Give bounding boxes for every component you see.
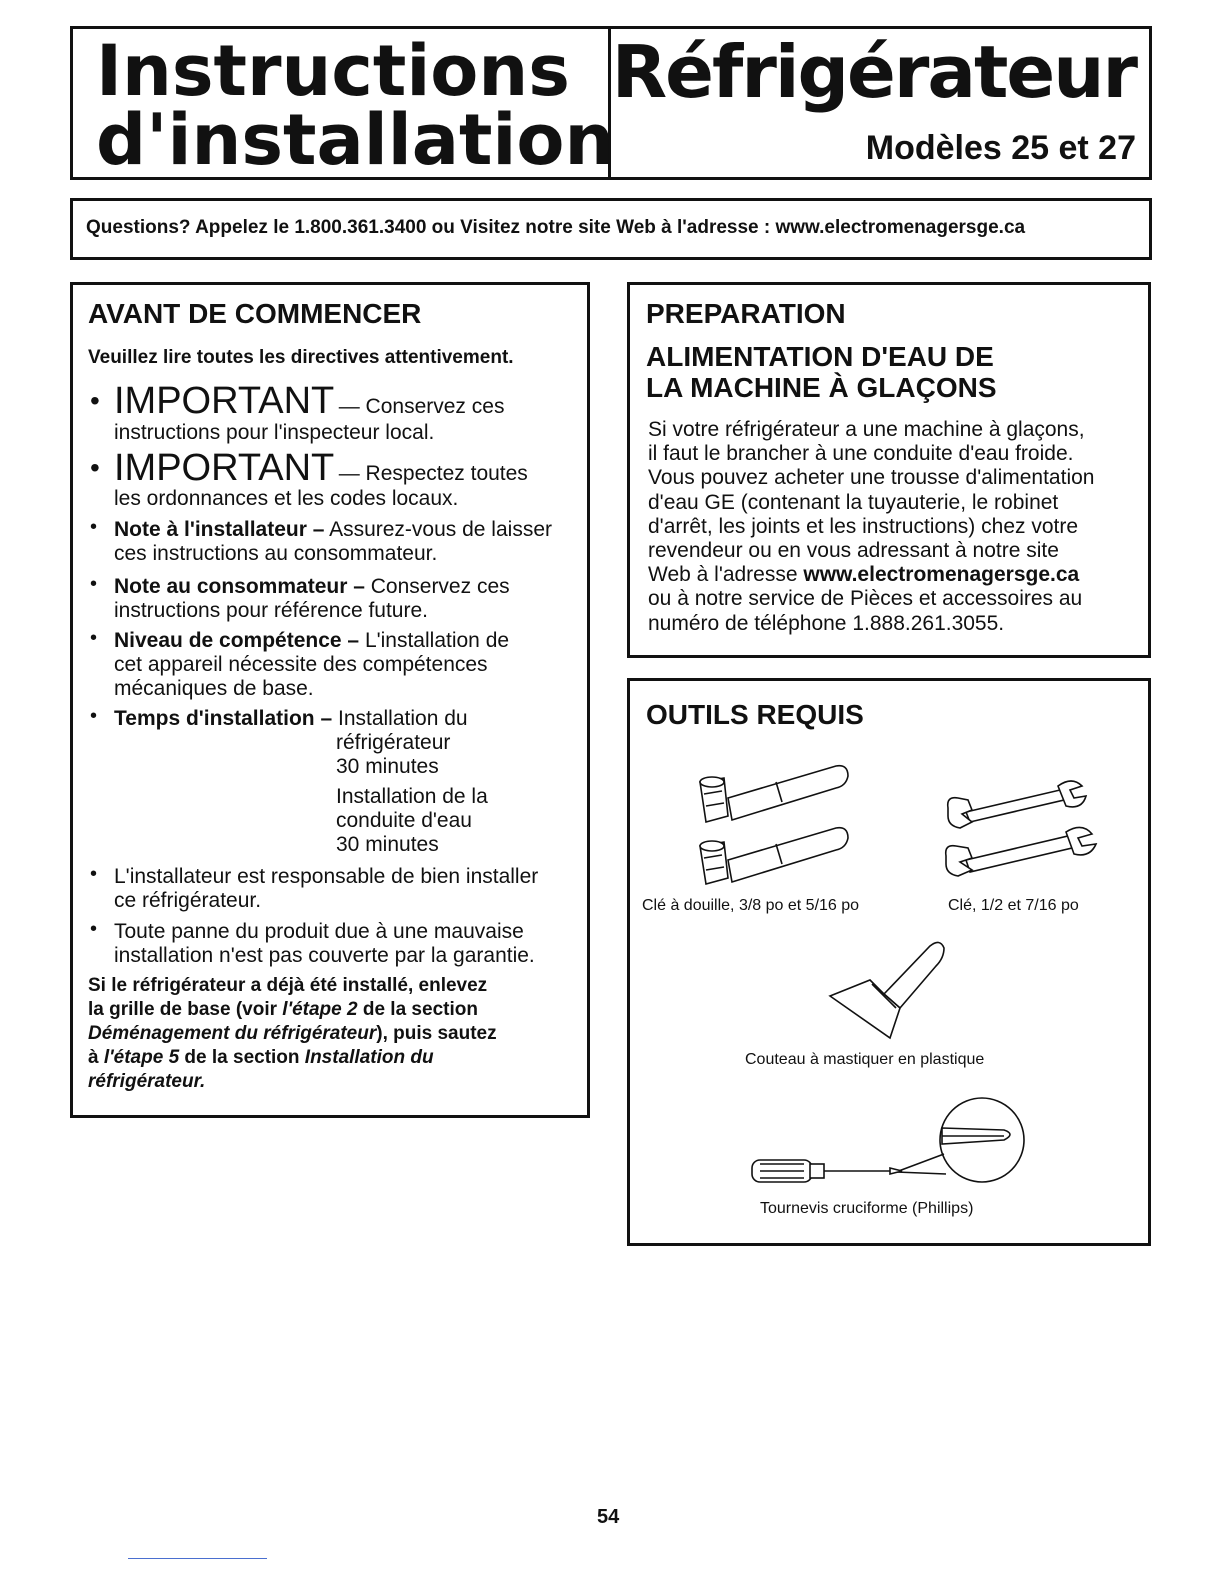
final-line3-b: ), puis sautez <box>376 1023 497 1044</box>
skill-text: L'installation de <box>359 629 510 652</box>
note-consumer-label: Note au consommateur – <box>114 575 365 598</box>
responsible-line1: L'installateur est responsable de bien installer <box>114 865 539 888</box>
avant-title: AVANT DE COMMENCER <box>88 298 422 329</box>
final-line2-c: de la section <box>357 999 478 1020</box>
final-line3-a: Déménagement du réfrigérateur <box>88 1023 377 1044</box>
important-2-dash: — Respectez toutes <box>338 462 528 485</box>
putty-knife-icon <box>826 936 956 1046</box>
final-line4-a: à <box>88 1047 104 1068</box>
final-line4-c: de la section <box>179 1047 305 1068</box>
time-line6: 30 minutes <box>336 833 439 856</box>
final-line2-b: l'étape 2 <box>282 999 358 1020</box>
important-2 <box>114 448 528 488</box>
note-consumer <box>114 575 510 599</box>
final-line1: Si le réfrigérateur a déjà été installé, enlevez <box>88 975 488 996</box>
questions-text: Questions? Appelez le 1.800.361.3400 ou Visitez notre site Web à l'adresse : www.electromenagersge.ca <box>86 217 1026 238</box>
final-line3 <box>88 1022 497 1046</box>
responsible-line2: ce réfrigérateur. <box>114 889 262 912</box>
bullet-icon: • <box>90 918 98 940</box>
bullet-icon: • <box>90 385 100 416</box>
skill-line3: mécaniques de base. <box>114 677 314 700</box>
note-installer-label: Note à l'installateur – <box>114 518 325 541</box>
important-2-heading: IMPORTANT <box>114 447 335 489</box>
footnote-rule <box>128 1558 267 1559</box>
final-line5-text: réfrigérateur. <box>88 1071 206 1092</box>
preparation-body <box>648 418 1094 636</box>
skill-level <box>114 629 509 653</box>
note-installer-line2: ces instructions au consommateur. <box>114 542 438 565</box>
prep-line-8: ou à notre service de Pièces et accessoires au <box>648 587 1083 611</box>
failure-line1: Toute panne du produit due à une mauvaise <box>114 920 524 943</box>
final-line4-d: Installation du <box>304 1047 434 1068</box>
tools-title: OUTILS REQUIS <box>646 699 864 730</box>
time-label: Temps d'installation – <box>114 707 333 730</box>
final-note <box>88 974 497 1094</box>
socket-wrench-caption: Clé à douille, 3/8 po et 5/16 po <box>642 897 860 914</box>
bullet-icon: • <box>90 516 98 538</box>
wrench-caption: Clé, 1/2 et 7/16 po <box>948 897 1079 914</box>
bullet-icon: • <box>90 627 98 649</box>
preparation-subtitle-1: ALIMENTATION D'EAU DE <box>646 341 994 372</box>
preparation-title: PREPARATION <box>646 298 846 329</box>
prep-website-link[interactable]: www.electromenagersge.ca <box>803 563 1080 587</box>
bullet-icon: • <box>90 863 98 885</box>
failure-line2: installation n'est pas couverte par la garantie. <box>114 944 535 967</box>
final-line2-a: la grille de base (voir <box>88 999 283 1020</box>
final-line4-b: l'étape 5 <box>103 1047 180 1068</box>
prep-line-7-a: Web à l'adresse <box>648 563 804 587</box>
time-text: Installation du <box>332 707 468 730</box>
avant-intro: Veuillez lire toutes les directives attentivement. <box>88 347 514 368</box>
note-consumer-text: Conservez ces <box>364 575 510 598</box>
preparation-subtitle-2: LA MACHINE À GLAÇONS <box>646 372 997 403</box>
important-1 <box>114 381 504 421</box>
prep-line-5: d'arrêt, les joints et les instructions) chez votre <box>648 514 1079 538</box>
final-line5 <box>88 1070 497 1094</box>
note-consumer-line2: instructions pour référence future. <box>114 599 428 622</box>
prep-line-7 <box>648 563 1094 587</box>
product-title: Réfrigérateur <box>611 30 1136 114</box>
final-line2 <box>88 998 497 1022</box>
bullet-icon: • <box>90 573 98 595</box>
bullet-icon: • <box>90 452 100 483</box>
doc-title-line1: Instructions <box>96 30 570 112</box>
time-line3: 30 minutes <box>336 755 439 778</box>
skill-line2: cet appareil nécessite des compétences <box>114 653 488 676</box>
prep-line-4: d'eau GE (contenant la tuyauterie, le robinet <box>648 490 1059 514</box>
prep-line-1: Si votre réfrigérateur a une machine à glaçons, <box>648 418 1085 441</box>
screwdriver-caption: Tournevis cruciforme (Phillips) <box>760 1200 974 1217</box>
time-line2: réfrigérateur <box>336 731 451 754</box>
note-installer-text: Assurez-vous de laisser <box>324 518 552 541</box>
page-number: 54 <box>597 1506 620 1528</box>
bullet-icon: • <box>90 705 98 727</box>
final-line4 <box>88 1046 497 1070</box>
prep-line-9: numéro de téléphone 1.888.261.3055. <box>648 611 1005 635</box>
time-line5: conduite d'eau <box>336 809 472 832</box>
skill-label: Niveau de compétence – <box>114 629 360 652</box>
time-line4: Installation de la <box>336 785 488 808</box>
important-1-heading: IMPORTANT <box>114 380 335 422</box>
open-end-wrench-icon <box>940 772 1100 882</box>
screwdriver-icon <box>746 1092 1036 1192</box>
models-subtitle: Modèles 25 et 27 <box>865 129 1136 167</box>
prep-line-6: revendeur ou en vous adressant à notre site <box>648 539 1059 563</box>
socket-wrench-icon <box>688 760 858 890</box>
important-2-line2: les ordonnances et les codes locaux. <box>114 487 459 510</box>
prep-line-3: Vous pouvez acheter une trousse d'alimentation <box>648 466 1095 490</box>
putty-knife-caption: Couteau à mastiquer en plastique <box>745 1051 985 1068</box>
install-time <box>114 707 468 731</box>
prep-line-2: il faut le brancher à une conduite d'eau froide. <box>648 442 1074 466</box>
important-1-dash: — Conservez ces <box>338 395 505 418</box>
note-installer <box>114 518 552 542</box>
important-1-line2: instructions pour l'inspecteur local. <box>114 421 435 444</box>
doc-title-line2: d'installation <box>96 99 615 181</box>
